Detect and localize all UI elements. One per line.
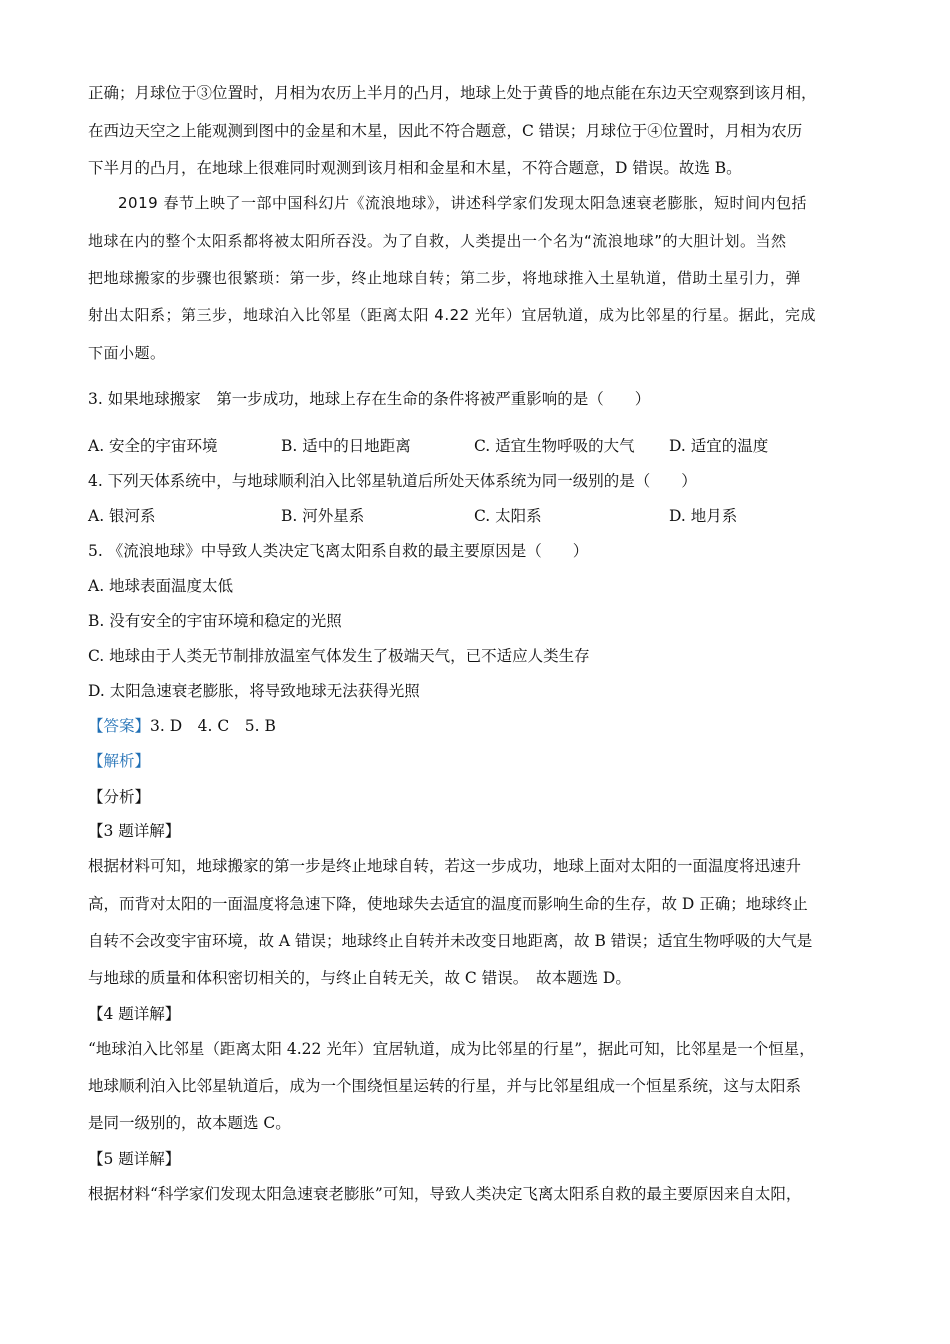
continuation-line-2: 在西边天空之上能观测到图中的金星和木星，因此不符合题意，C 错误；月球位于④位置时，月相为农历 xyxy=(88,122,803,140)
question-3-option-c: C. 适宜生物呼吸的大气 xyxy=(474,437,635,455)
question-4-stem: 4. 下列天体系统中，与地球顺利泊入比邻星轨道后所处天体系统为同一级别的是（ ） xyxy=(88,472,697,490)
question-4-option-d: D. 地月系 xyxy=(669,507,738,525)
question-4-option-c: C. 太阳系 xyxy=(474,507,542,525)
question-3-option-a: A. 安全的宇宙环境 xyxy=(88,437,218,455)
fenxi-label: 【分析】 xyxy=(88,788,151,806)
question-3-option-d: D. 适宜的温度 xyxy=(669,437,769,455)
detail-3-line-2: 高，而背对太阳的一面温度将急速下降，使地球失去适宜的温度而影响生命的生存，故 D 正确；地球终止 xyxy=(88,895,808,913)
detail-4-label: 【4 题详解】 xyxy=(88,1005,181,1023)
answer-label: 【答案】 xyxy=(88,717,151,735)
material-line-1: 2019 春节上映了一部中国科幻片《流浪地球》，讲述科学家们发现太阳急速衰老膨胀，短时间内包括 xyxy=(118,194,807,212)
continuation-line-3: 下半月的凸月，在地球上很难同时观测到该月相和金星和木星，不符合题意，D 错误。故选 B。 xyxy=(88,159,742,177)
question-5-stem: 5. 《流浪地球》中导致人类决定飞离太阳系自救的最主要原因是（ ） xyxy=(88,542,589,560)
question-4-option-b: B. 河外星系 xyxy=(281,507,365,525)
question-5-option-c: C. 地球由于人类无节制排放温室气体发生了极端天气，已不适应人类生存 xyxy=(88,647,590,665)
detail-3-line-3: 自转不会改变宇宙环境，故 A 错误；地球终止自转并未改变日地距离，故 B 错误；适宜生物呼吸的大气是 xyxy=(88,932,813,950)
answer-line xyxy=(88,716,276,736)
detail-4-line-2: 地球顺利泊入比邻星轨道后，成为一个围绕恒星运转的行星，并与比邻星组成一个恒星系统，这与太阳系 xyxy=(88,1077,802,1095)
question-3-stem: 3. 如果地球搬家 第一步成功，地球上存在生命的条件将被严重影响的是（ ） xyxy=(88,390,651,408)
detail-3-label: 【3 题详解】 xyxy=(88,822,181,840)
detail-4-line-3: 是同一级别的，故本题选 C。 xyxy=(88,1114,291,1132)
question-5-option-d: D. 太阳急速衰老膨胀，将导致地球无法获得光照 xyxy=(88,682,420,700)
question-5-option-a: A. 地球表面温度太低 xyxy=(88,577,234,595)
material-line-3: 把地球搬家的步骤也很繁琐：第一步，终止地球自转；第二步，将地球推入土星轨道，借助土星引力，弹 xyxy=(88,269,802,287)
question-4-option-a: A. 银河系 xyxy=(88,507,156,525)
question-5-option-b: B. 没有安全的宇宙环境和稳定的光照 xyxy=(88,612,342,630)
answer-text: 3. D 4. C 5. B xyxy=(150,717,276,735)
analysis-label: 【解析】 xyxy=(88,752,151,770)
detail-3-line-1: 根据材料可知，地球搬家的第一步是终止地球自转，若这一步成功，地球上面对太阳的一面温度将迅速升 xyxy=(88,857,802,875)
detail-4-line-1: “地球泊入比邻星（距离太阳 4.22 光年）宜居轨道，成为比邻星的行星”，据此可知，比邻星是一个恒星， xyxy=(88,1040,815,1058)
detail-5-line-1: 根据材料“科学家们发现太阳急速衰老膨胀”可知，导致人类决定飞离太阳系自救的最主要原因来自太阳， xyxy=(88,1185,802,1203)
detail-5-label: 【5 题详解】 xyxy=(88,1150,181,1168)
material-line-2: 地球在内的整个太阳系都将被太阳所吞没。为了自救，人类提出一个名为“流浪地球”的大胆计划。当然 xyxy=(88,232,787,250)
material-line-5: 下面小题。 xyxy=(88,344,166,362)
material-line-4: 射出太阳系；第三步，地球泊入比邻星（距离太阳 4.22 光年）宜居轨道，成为比邻星的行星。据此，完成 xyxy=(88,306,816,324)
question-3-option-b: B. 适中的日地距离 xyxy=(281,437,411,455)
detail-3-line-4: 与地球的质量和体积密切相关的，与终止自转无关，故 C 错误。 故本题选 D。 xyxy=(88,969,631,987)
continuation-line-1: 正确；月球位于③位置时，月相为农历上半月的凸月，地球上处于黄昏的地点能在东边天空观察到该月相， xyxy=(88,84,817,102)
